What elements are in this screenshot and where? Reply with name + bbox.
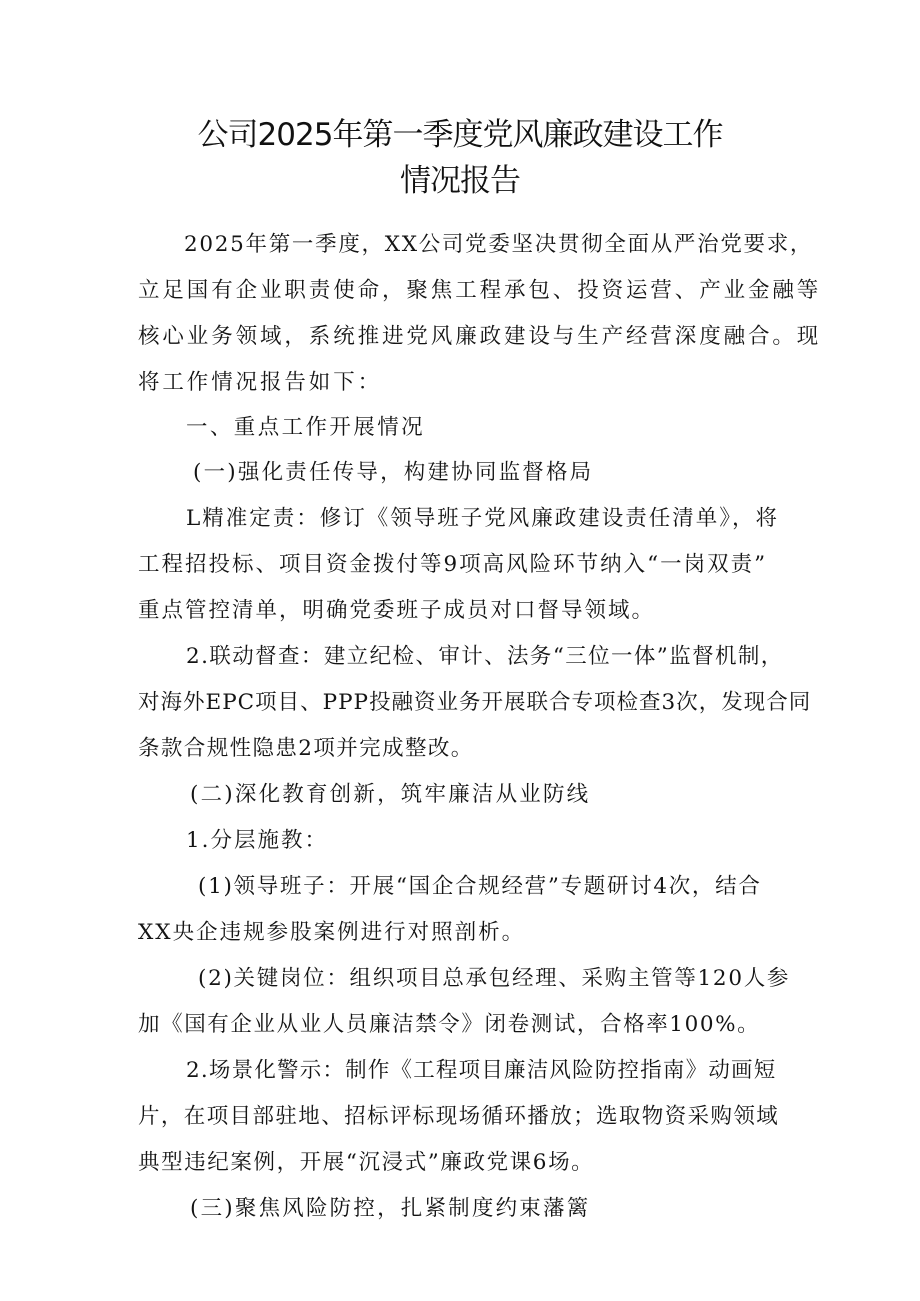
subsection-heading-2: (二)深化教育创新，筑牢廉洁从业防线: [190, 782, 591, 807]
paragraph-intro-line-3: 核心业务领域，系统推进党风廉政建设与生产经营深度融合。现: [138, 324, 822, 349]
item-2-line-3: 条款合规性隐患2项并完成整改。: [138, 736, 474, 761]
item-scenario-line-3: 典型违纪案例，开展“沉浸式”廉政党课6场。: [138, 1150, 595, 1175]
section-heading-1: 一、重点工作开展情况: [186, 415, 426, 440]
item-2-line-2: 对海外EPC项目、PPP投融资业务开展联合专项检查3次，发现合同: [138, 690, 812, 715]
item-2-line-1: 2.联动督查：建立纪检、审计、法务“三位一体”监督机制，: [186, 644, 784, 669]
subitem-1-line-2: XX央企违规参股案例进行对照剖析。: [138, 920, 526, 945]
item-1-line-2: 工程招投标、项目资金拨付等9项高风险环节纳入“一岗双责”: [138, 552, 768, 577]
subitem-2-line-1: (2)关键岗位：组织项目总承包经理、采购主管等120人参: [198, 966, 791, 991]
item-scenario-line-1: 2.场景化警示：制作《工程项目廉洁风险防控指南》动画短: [186, 1058, 777, 1083]
paragraph-intro-line-1: 2025年第一季度，XX公司党委坚决贯彻全面从严治党要求，: [184, 232, 814, 257]
document-title-line-1: 公司2025年第一季度党风廉政建设工作: [197, 117, 723, 153]
item-layered-teaching: 1.分层施教：: [186, 828, 329, 853]
document-title-line-2: 情况报告: [400, 163, 520, 199]
subitem-1-line-1: (1)领导班子：开展“国企合规经营”专题研讨4次，结合: [198, 874, 762, 899]
paragraph-intro-line-4: 将工作情况报告如下：: [138, 370, 383, 395]
item-scenario-line-2: 片，在项目部驻地、招标评标现场循环播放；选取物资采购领域: [138, 1104, 780, 1129]
subsection-heading-3: (三)聚焦风险防控，扎紧制度约束藩篱: [190, 1196, 591, 1221]
item-1-line-3: 重点管控清单，明确党委班子成员对口督导领域。: [138, 598, 656, 623]
paragraph-intro-line-2: 立足国有企业职责使命，聚焦工程承包、投资运营、产业金融等: [138, 278, 822, 303]
subsection-heading-1: (一)强化责任传导，构建协同监督格局: [193, 460, 594, 485]
item-1-line-1: L精准定责：修订《领导班子党风廉政建设责任清单》，将: [186, 506, 780, 531]
subitem-2-line-2: 加《国有企业从业人员廉洁禁令》闭卷测试，合格率100%。: [138, 1012, 761, 1037]
